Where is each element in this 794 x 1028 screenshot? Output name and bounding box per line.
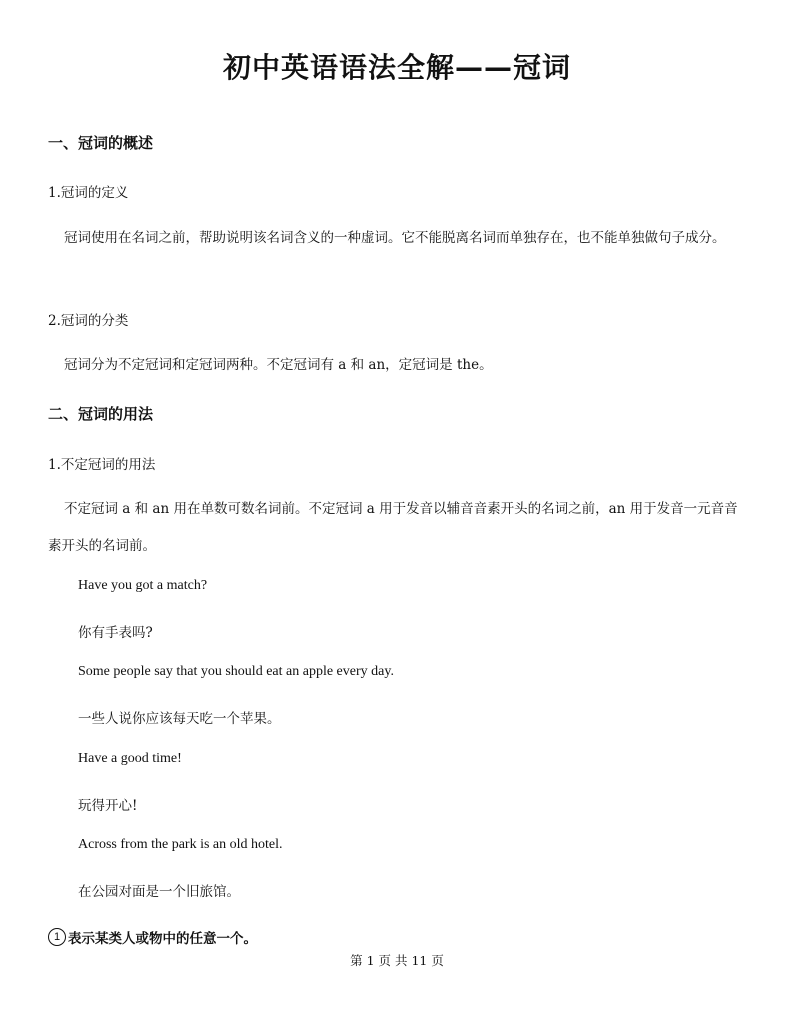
section-heading-overview: 一、冠词的概述 [48, 134, 154, 152]
example-sentence-zh: 玩得开心! [78, 798, 138, 814]
page-footer: 第 1 页 共 11 页 [350, 953, 444, 968]
paragraph-classification: 冠词分为不定冠词和定冠词两种。不定冠词有 a 和 an，定冠词是 the。 [64, 357, 493, 373]
example-sentence-zh: 一些人说你应该每天吃一个苹果。 [78, 711, 281, 727]
page-title: 初中英语语法全解——冠词 [222, 51, 571, 84]
circled-number: 1 [48, 928, 66, 946]
paragraph-indefinite-article: 不定冠词 a 和 an 用在单数可数名词前。不定冠词 a 用于发音以辅音音素开头的名词之前，an 用于发音一元音音素开头的名词前。 [48, 501, 738, 554]
example-sentence-zh: 在公园对面是一个旧旅馆。 [78, 884, 240, 900]
subheading-indefinite-article: 1.不定冠词的用法 [48, 457, 156, 473]
numbered-point-text: 表示某类人或物中的任意一个。 [68, 931, 257, 947]
paragraph-definition: 冠词使用在名词之前，帮助说明该名词含义的一种虚词。它不能脱离名词而单独存在，也不能单独做句子成分。 [64, 230, 726, 246]
example-sentence-zh: 你有手表吗? [78, 625, 153, 641]
subheading-classification: 2.冠词的分类 [48, 313, 129, 329]
example-sentence-en: Across from the park is an old hotel. [78, 837, 283, 852]
example-sentence-en: Have you got a match? [78, 578, 208, 593]
example-sentence-en: Have a good time! [78, 751, 182, 766]
numbered-point [48, 927, 257, 947]
example-sentence-en: Some people say that you should eat an apple every day. [78, 664, 394, 679]
section-heading-usage: 二、冠词的用法 [48, 405, 154, 423]
subheading-definition: 1.冠词的定义 [48, 185, 129, 201]
